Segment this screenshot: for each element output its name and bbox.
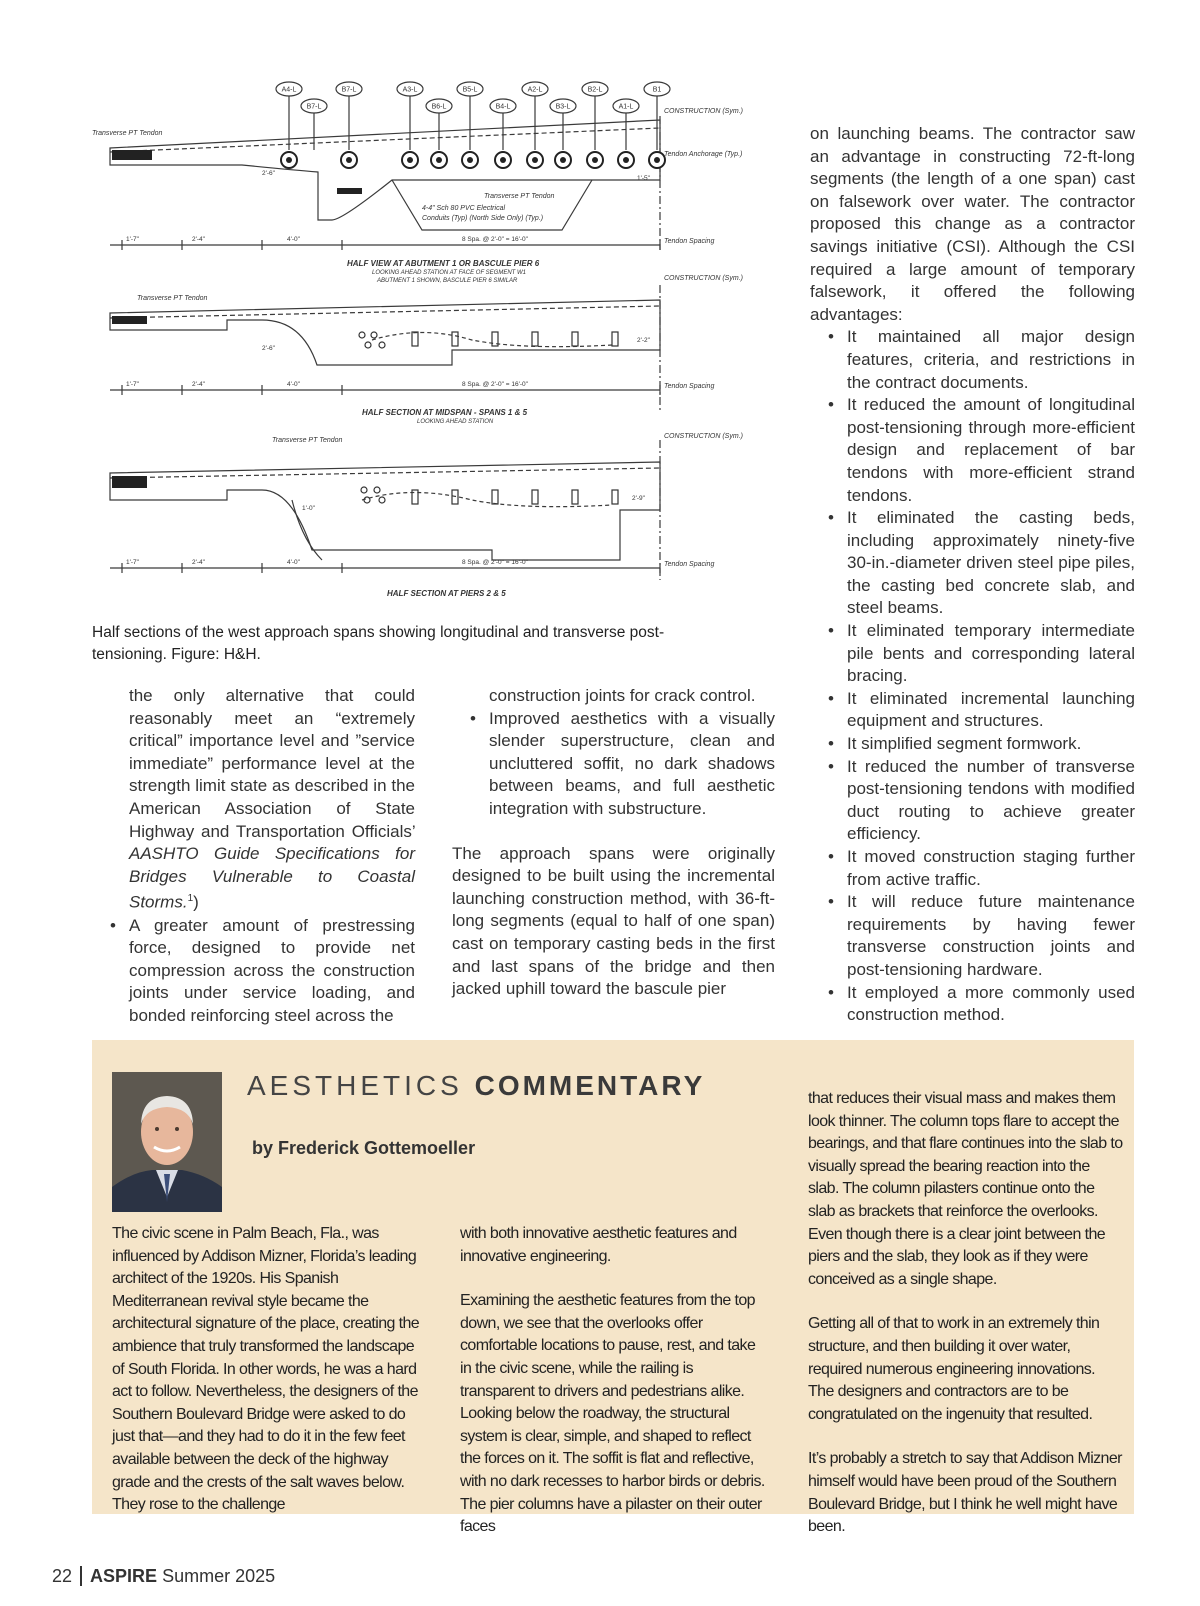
list-item-continuation: construction joints for crack control. [489,686,756,705]
dim-label: 1'-7" [126,236,139,243]
dim-label: 4'-0" [287,236,300,243]
dim-label: 1'-7" [126,381,139,388]
author-portrait [112,1072,222,1212]
dim-label: 8 Spa. @ 2'-0" = 16'-0" [462,236,528,243]
construction-label: CONSTRUCTION (Sym.) [664,433,743,440]
dim-label: 2'-4" [192,559,205,566]
tendon-tag: B7-L [306,103,322,111]
paragraph: The civic scene in Palm Beach, Fla., was influenced by Addison Mizner, Florida’s leading architect of the 1920s. His Spanish Mediterranean revival style became the architectural signature of the place, creating the ambience that truly transformed the landscape of South Florida. In other words, he was a hard act to follow. Nevertheless, the designers of the Southern Boulevard Bridge were asked to do just that—and they had to do it in the few feet available between the deck of the highway grade and the crests of the salt waves below. They rose to the challenge [112,1225,420,1514]
tendon-tag: B5-L [462,86,478,94]
conduit-note: 4-4" Sch 80 PVC Electrical [422,205,506,212]
list-item: • It moved construction staging further from active traffic. [810,846,1135,891]
depth-dim: 2'-9" [632,495,645,502]
paragraph: that reduces their visual mass and makes them look thinner. The column tops flare to accept the bearings, and that flare continues into the slab to visually spread the bearing reaction into the slab. The column pilasters continue onto the slab as brackets that reinforce the overlooks. Even though there is a clear joint between the piers and the slab, they look as if they were conceived as a single shape. [808,1090,1123,1288]
paragraph: Examining the aesthetic features from the top down, we see that the overlooks offer comfortable locations to pause, rest, and take in the civic scene, while the railing is transparent to drivers and pedestrians alike. Looking below the roadway, the structural system is clear, simple, and shaped to reflect the forces on it. The soffit is flat and reflective, with no dark recesses to harbor birds or debris. The pier columns have a pilaster on their outer faces [460,1292,765,1536]
list-item: • It reduced the number of transverse post-tensioning tendons with modified duct routing to achieve greater efficiency. [810,756,1135,846]
dim-label: 4'-0" [287,559,300,566]
list-item: • It eliminated incremental launching equipment and structures. [810,688,1135,733]
bullet-list [452,685,775,821]
spacing-label: Tendon Spacing [664,383,715,390]
list-item: • It simplified segment formwork. [810,733,1135,756]
list-item: • A greater amount of prestressing force, designed to provide net compression across the construction joints under service loading, and bonded reinforcing steel across the [92,915,415,1028]
conduit-note: Conduits (Typ) (North Side Only) (Typ.) [422,215,544,222]
issue-label: Summer 2025 [162,1566,276,1586]
panel-title: HALF VIEW AT ABUTMENT 1 OR BASCULE PIER 6 [347,259,540,268]
commentary-title: AESTHETICS COMMENTARY [247,1070,706,1101]
construction-label: CONSTRUCTION (Sym.) [664,275,743,282]
bullet-list [92,685,415,915]
dim-label: 1'-7" [126,559,139,566]
advantages-list [810,326,1135,1026]
panel-subtitle: LOOKING AHEAD STATION [417,419,494,425]
magazine-name: ASPIRE [90,1566,158,1586]
paragraph: on launching beams. The contractor saw an advantage in constructing 72-ft-long segments (the length of a one span) cast on falsework over water. The contractor proposed this change as a contractor savings initiative (CSI). Although the CSI required a large amount of temporary falsework, it offered the following advantages: [810,124,1135,324]
list-item: • Improved aesthetics with a visually slender superstructure, clean and uncluttered soffit, no dark shadows between beams, and full aesthetic integration with substructure. [452,708,775,821]
tendon-tag: A1-L [618,103,634,111]
list-item: • It employed a more commonly used construction method. [810,982,1135,1027]
spacing-label: Tendon Spacing [664,238,715,245]
tendon-tag: B2-L [587,86,603,94]
anchorage-note: Tendon Anchorage (Typ.) [664,151,743,158]
commentary-column-2 [460,1223,770,1539]
list-item: • It eliminated the casting beds, including approximately ninety-five 30-in.-diameter driven steel pipe piles, the casting bed concrete slab, and steel beams. [810,507,1135,620]
tendon-tag: B4-L [495,103,511,111]
dim-label: 4'-0" [287,381,300,388]
tendon-tag: A4-L [281,86,297,94]
list-item: • It will reduce future maintenance requirements by having fewer transverse construction joints and post-tensioning hardware. [810,891,1135,981]
paragraph: The approach spans were originally designed to be built using the incremental launching construction method, with 36-ft-long segments (equal to half of one span) cast on temporary casting beds in the first and last spans of the bridge and then jacked uphill toward the bascule pier [452,843,775,999]
figure-caption: Half sections of the west approach spans showing longitudinal and transverse post-tensioning. Figure: H&H. [92,624,665,663]
list-item-continuation: the only alternative that could reasonably meet an “extremely critical” importance level and ”service immediate” performance level at the strength limit state as described in the American Association of State Highway and Transportation Officials’ AASHTO Guide Specifications for Bridges Vulnerable to Coastal Storms.$^1$) [129,686,415,912]
article-column-1 [92,685,415,1028]
construction-label: CONSTRUCTION (Sym.) [664,108,743,115]
commentary-column-3 [808,1088,1123,1539]
paragraph: It’s probably a stretch to say that Addison Mizner himself would have been proud of the Southern Boulevard Bridge, but I think he well might have been. [808,1450,1122,1536]
transverse-tendon-label: Transverse PT Tendon [137,295,208,302]
transverse-tendon-label: Transverse PT Tendon [272,437,343,444]
tendon-tag: B7-L [341,86,357,94]
tendon-tag: A3-L [402,86,418,94]
depth-dim: 2'-6" [262,345,275,352]
article-column-3 [810,123,1135,1027]
transverse-note: Transverse PT Tendon [484,193,555,200]
depth-dim: 1'-5" [637,175,650,182]
dim-label: 2'-4" [192,236,205,243]
article-column-2 [452,685,775,1001]
paragraph: with both innovative aesthetic features and innovative engineering. [460,1225,737,1265]
bullet-list [92,915,415,1028]
bridge-section-figure [92,80,772,620]
commentary-column-1 [112,1223,422,1517]
depth-dim: 2'-6" [262,170,275,177]
list-item: • It reduced the amount of longitudinal post-tensioning through more-efficient design and replacement of bar tendons with more-efficient strand tendons. [810,394,1135,507]
paragraph: Getting all of that to work in an extremely thin structure, and then building it over water, required numerous engineering innovations. The designers and contractors are to be congratulated on the ingenuity that resulted. [808,1315,1100,1423]
panel-subtitle: LOOKING AHEAD STATION AT FACE OF SEGMENT W1 [372,270,527,276]
panel-title: HALF SECTION AT MIDSPAN - SPANS 1 & 5 [362,408,528,417]
dim-label: 2'-4" [192,381,205,388]
list-item: • It maintained all major design features, criteria, and restrictions in the contract documents. [810,326,1135,394]
depth-dim: 1'-0" [302,505,315,512]
dim-label: 8 Spa. @ 2'-0" = 16'-0" [462,381,528,388]
dim-label: 8 Spa. @ 2'-0" = 16'-0" [462,559,528,566]
section-drawing [92,80,772,620]
page-footer [52,1566,275,1587]
panel-subtitle: ABUTMENT 1 SHOWN, BASCULE PIER 6 SIMILAR [377,278,518,284]
page-number: 22 [52,1566,82,1586]
list-item: • It eliminated temporary intermediate pile bents and corresponding lateral bracing. [810,620,1135,688]
panel-title: HALF SECTION AT PIERS 2 & 5 [387,589,506,598]
tendon-tag: B6-L [431,103,447,111]
tendon-tag: B1 [652,86,662,94]
spacing-label: Tendon Spacing [664,561,715,568]
tendon-tag: B3-L [555,103,571,111]
byline: by Frederick Gottemoeller [252,1138,476,1158]
depth-dim: 2'-2" [637,337,650,344]
tendon-tag: A2-L [527,86,543,94]
transverse-tendon-label: Transverse PT Tendon [92,130,163,137]
